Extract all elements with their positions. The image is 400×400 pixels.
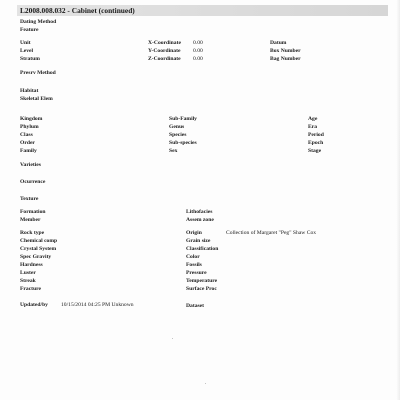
- species-label: Species: [169, 132, 187, 138]
- y-coordinate-value: 0.00: [193, 48, 203, 54]
- fracture-label: Fracture: [20, 286, 42, 292]
- sub-family-label: Sub-Family: [169, 116, 197, 122]
- sub-species-label: Sub-species: [169, 140, 197, 146]
- chemical-comp-label: Chemical comp: [20, 238, 58, 244]
- streak-label: Streak: [20, 278, 36, 284]
- record-title: L2008.008.032 - Cabinet (continued): [20, 6, 135, 15]
- temperature-label: Temperature: [186, 278, 218, 284]
- datum-label: Datum: [270, 40, 287, 46]
- assem-zone-label: Assem zone: [186, 217, 214, 223]
- spec-gravity-label: Spec Gravity: [20, 254, 52, 260]
- scan-edge: [396, 0, 400, 400]
- classification-label: Classification: [186, 246, 219, 252]
- family-label: Family: [20, 148, 37, 154]
- age-label: Age: [308, 116, 318, 122]
- updated-by-value: 10/15/2014 04:25 PM Unknown: [61, 302, 134, 308]
- class-label: Class: [20, 132, 33, 138]
- x-coordinate-label: X-Coordinate: [148, 40, 181, 46]
- feature-label: Feature: [20, 27, 39, 33]
- lithofacies-label: Lithofacies: [186, 209, 213, 215]
- grain-size-label: Grain size: [186, 238, 211, 244]
- order-label: Order: [20, 140, 35, 146]
- presrv-method-label: Presrv Method: [20, 70, 56, 76]
- y-coordinate-label: Y-Coordinate: [148, 48, 181, 54]
- origin-value: Collection of Margaret "Peg" Shaw Cox: [226, 230, 317, 236]
- stage-label: Stage: [308, 148, 322, 154]
- scan-speck: [172, 338, 173, 339]
- habitat-label: Habitat: [20, 88, 39, 94]
- ocurrence-label: Ocurrence: [20, 179, 46, 185]
- epoch-label: Epoch: [308, 140, 324, 146]
- color-label: Color: [186, 254, 200, 260]
- updated-by-label: Updated/by: [20, 302, 48, 308]
- scan-speck: [205, 383, 206, 384]
- fossils-label: Fossils: [186, 262, 202, 268]
- stratum-label: Stratum: [20, 56, 40, 62]
- skeletal-elem-label: Skeletal Elem: [20, 96, 53, 102]
- hardness-label: Hardness: [20, 262, 43, 268]
- sex-label: Sex: [169, 148, 178, 154]
- origin-label: Origin: [186, 230, 202, 236]
- dating-method-label: Dating Method: [20, 19, 57, 25]
- member-label: Member: [20, 217, 41, 223]
- rock-type-label: Rock type: [20, 230, 45, 236]
- varieties-label: Varieties: [20, 162, 41, 168]
- unit-label: Unit: [20, 40, 31, 46]
- era-label: Era: [308, 124, 318, 130]
- surface-proc-label: Surface Proc: [186, 286, 217, 292]
- phylum-label: Phylum: [20, 124, 39, 130]
- formation-label: Formation: [20, 209, 46, 215]
- dataset-label: Dataset: [186, 303, 205, 309]
- luster-label: Luster: [20, 270, 36, 276]
- texture-label: Texture: [20, 196, 39, 202]
- level-label: Level: [20, 48, 34, 54]
- bag-number-label: Bag Number: [270, 56, 301, 62]
- genus-label: Genus: [169, 124, 185, 130]
- kingdom-label: Kingdom: [20, 116, 43, 122]
- period-label: Period: [308, 132, 324, 138]
- pressure-label: Pressure: [186, 270, 207, 276]
- z-coordinate-value: 0.00: [193, 56, 203, 62]
- z-coordinate-label: Z-Coordinate: [148, 56, 181, 62]
- crystal-system-label: Crystal System: [20, 246, 57, 252]
- box-number-label: Box Number: [270, 48, 301, 54]
- x-coordinate-value: 0.00: [193, 40, 203, 46]
